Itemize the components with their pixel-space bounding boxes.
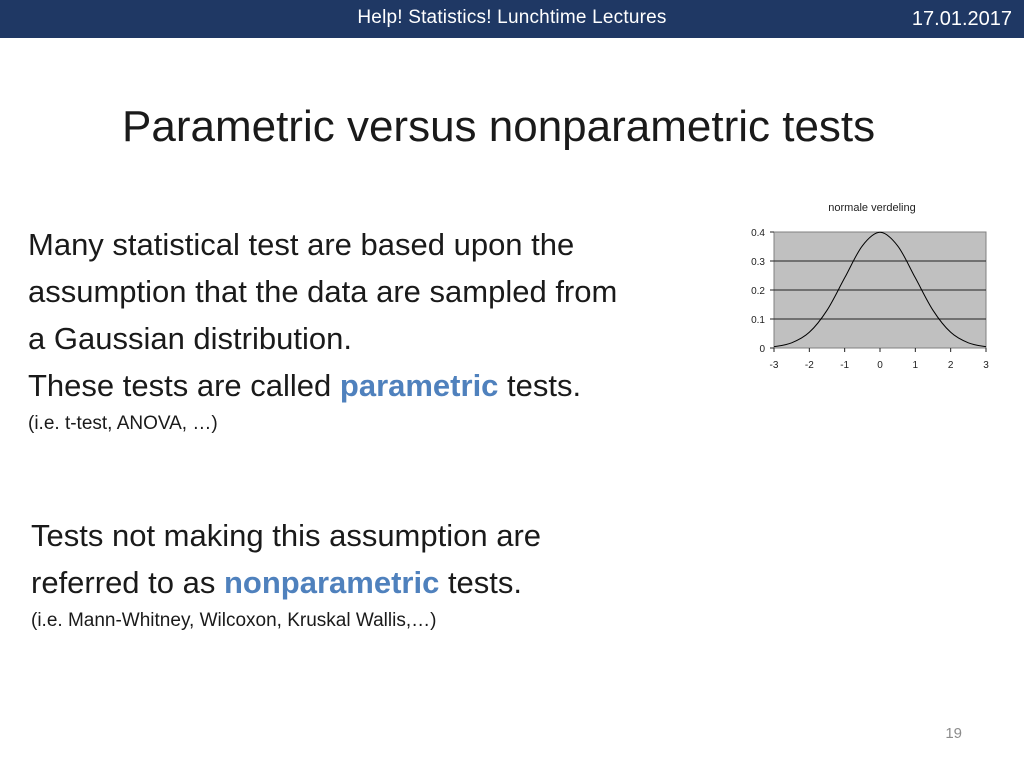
x-tick-label: -3 [769,360,779,371]
text-fragment: referred to as [31,565,224,600]
y-tick-label: 0.3 [751,257,765,268]
x-tick-label: -2 [804,360,814,371]
parametric-text-block [28,221,748,437]
nonparametric-examples: (i.e. Mann-Whitney, Wilcoxon, Kruskal Wallis,…) [31,610,437,631]
slide-title: Parametric versus nonparametric tests [122,102,876,151]
text-fragment: tests. [498,368,582,403]
text-line: Many statistical test are based upon the [28,227,575,262]
y-tick-label: 0.2 [751,286,765,297]
normal-distribution-chart [736,198,996,383]
x-tick-label: 3 [983,360,989,371]
text-fragment: These tests are called [28,368,340,403]
page-number: 19 [945,725,962,742]
text-line: Tests not making this assumption are [31,518,542,553]
parametric-line [28,362,748,409]
x-tick-label: 1 [912,360,919,371]
text-fragment: tests. [439,565,523,600]
x-tick-label: 0 [877,360,883,371]
nonparametric-keyword: nonparametric [223,565,440,600]
x-tick-label: 2 [947,360,954,371]
x-tick-label: -1 [840,360,850,371]
chart-svg [736,198,996,383]
y-tick-label: 0 [759,344,765,355]
parametric-keyword: parametric [339,368,499,403]
nonparametric-text-block [31,512,751,634]
y-tick-label: 0.4 [751,228,765,239]
header-title: Help! Statistics! Lunchtime Lectures [357,7,667,28]
chart-title: normale verdeling [828,202,916,214]
text-line: assumption that the data are sampled from [28,274,618,309]
text-line: a Gaussian distribution. [28,321,352,356]
parametric-examples: (i.e. t-test, ANOVA, …) [28,413,218,434]
y-tick-label: 0.1 [751,315,765,326]
nonparametric-line [31,559,751,606]
header-bar [0,0,1024,38]
header-date: 17.01.2017 [911,8,1012,30]
